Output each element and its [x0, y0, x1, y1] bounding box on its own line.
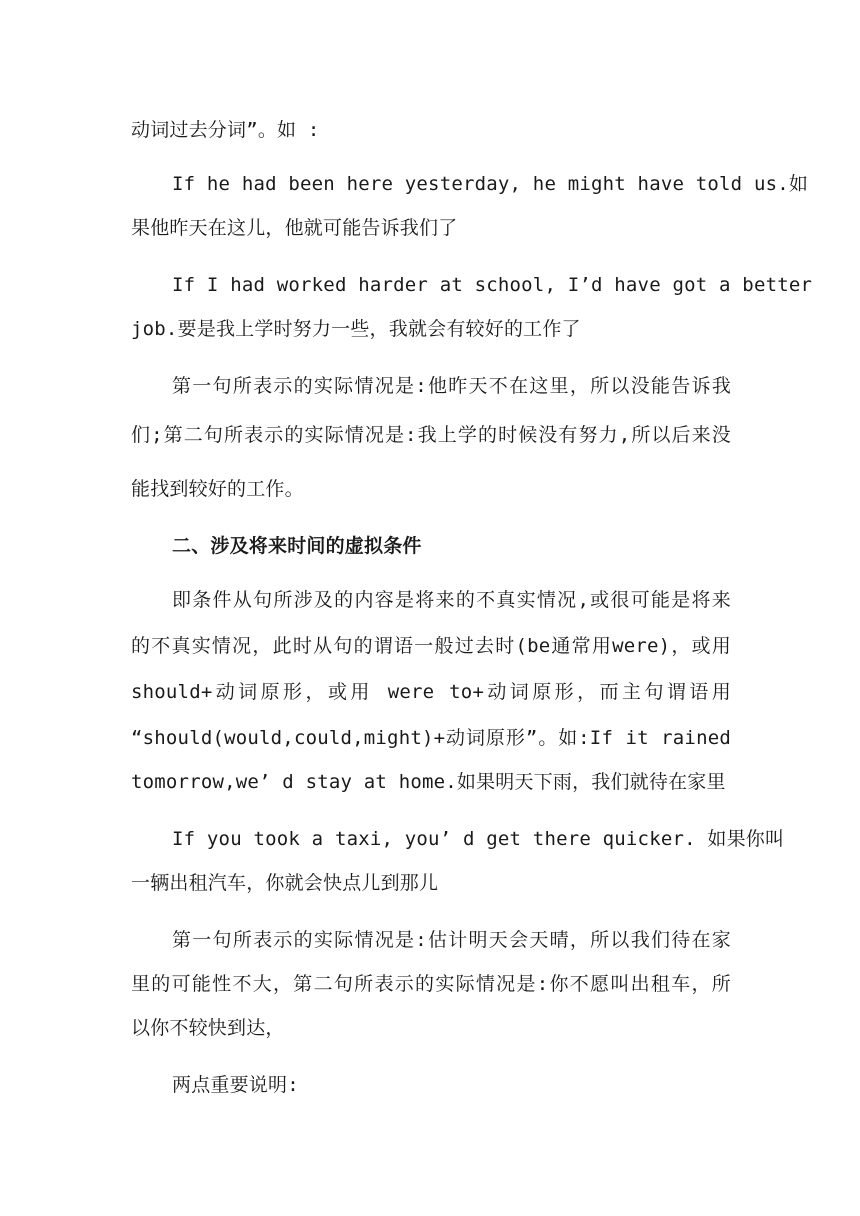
text-line: 第一句所表示的实际情况是:他昨天不在这里，所以没能告诉我: [172, 375, 731, 397]
text-line: 一辆出租汽车，你就会快点儿到那儿: [131, 872, 439, 894]
text-line: should+动词原形，或用 were to+动词原形，而主句谓语用: [131, 681, 731, 703]
text-line: 果他昨天在这儿，他就可能告诉我们了: [131, 217, 458, 239]
text-line: 两点重要说明:: [172, 1074, 299, 1096]
text-line: 们;第二句所表示的实际情况是:我上学的时候没有努力,所以后来没: [131, 424, 731, 446]
text-line: “should(would,could,might)+动词原形”。如:If it rained: [131, 727, 731, 749]
text-line: 里的可能性不大，第二句所表示的实际情况是:你不愿叫出租车，所: [131, 973, 731, 995]
text-line: If I had worked harder at school, I’d have got a better: [172, 274, 813, 296]
text-line: 即条件从句所涉及的内容是将来的不真实情况,或很可能是将来: [172, 589, 731, 611]
text-line: If you took a taxi, you’ d get there quicker. 如果你叫: [172, 828, 785, 850]
text-line: 第一句所表示的实际情况是:估计明天会天晴，所以我们待在家: [172, 929, 731, 951]
text-line: tomorrow,we’ d stay at home.如果明天下雨，我们就待在家里: [131, 771, 726, 793]
text-line: job.要是我上学时努力一些，我就会有较好的工作了: [131, 318, 581, 340]
text-line: 的不真实情况，此时从句的谓语一般过去时(be通常用were)，或用: [131, 635, 731, 657]
text-line: 能找到较好的工作。: [131, 478, 304, 500]
text-line: 以你不较快到达，: [131, 1017, 285, 1039]
text-line: If he had been here yesterday, he might have told us.如: [172, 173, 809, 195]
section-heading: 二、涉及将来时间的虚拟条件: [172, 535, 422, 557]
text-line: 动词过去分词”。如 :: [131, 119, 320, 141]
